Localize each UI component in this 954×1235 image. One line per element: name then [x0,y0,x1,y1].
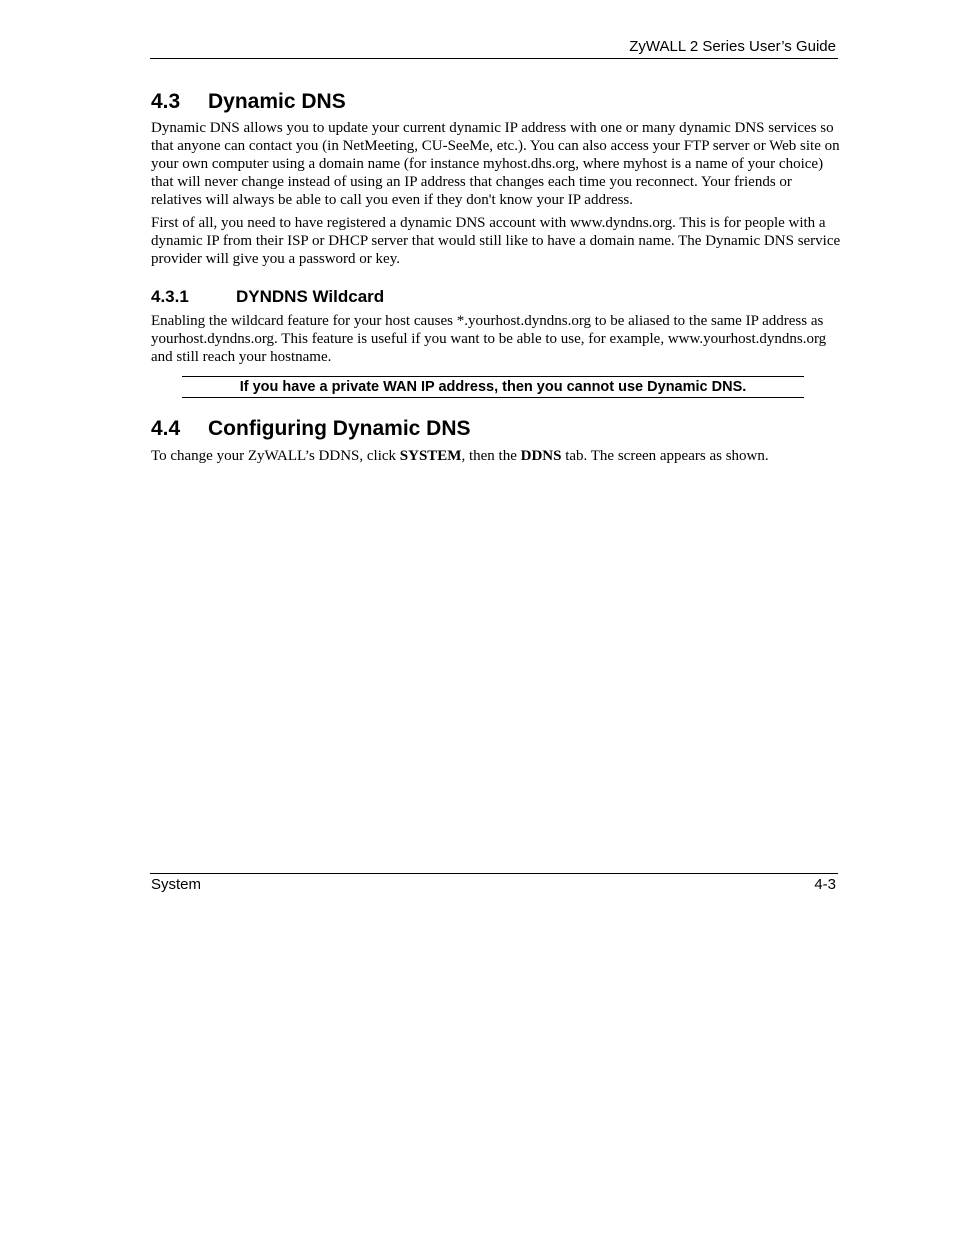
section-heading-4-3-1 [151,287,384,307]
footer-chapter: System [151,876,202,893]
page-header [150,36,838,59]
page-footer [150,873,838,894]
section-title: Configuring Dynamic DNS [208,417,471,440]
section-heading-4-3 [151,90,346,114]
header-title: ZyWALL 2 Series User’s Guide [629,38,836,55]
section-number: 4.3.1 [151,287,189,306]
footer-page-number: 4-3 [814,876,836,893]
section-title: DYNDNS Wildcard [236,287,385,306]
wildcard-paragraph: Enabling the wildcard feature for your host causes *.yourhost.dyndns.org to be aliased to the same IP address as yourhost.dyndns.org. This feature is useful if you want to be able to use, for example, www.yourhost.dyndns.org and still reach your hostname. [151,313,827,365]
note-box: If you have a private WAN IP address, then you cannot use Dynamic DNS. [182,376,804,398]
section-title: Dynamic DNS [208,90,346,113]
dynamic-dns-account-paragraph: First of all, you need to have registered a dynamic DNS account with www.dyndns.org. This is for people with a dynamic IP from their ISP or DHCP server that would still like to have a domain name. The Dynamic DNS service provider will give you a password or key. [151,215,841,267]
configuring-ddns-paragraph [151,447,841,465]
section-number: 4.3 [151,90,181,113]
dynamic-dns-intro-paragraph: Dynamic DNS allows you to update your current dynamic IP address with one or many dynamic DNS services so that anyone can contact you (in NetMeeting, CU-SeeMe, etc.). You can also access your FTP server or Web site on your own computer using a domain name (for instance myhost.dhs.org, where myhost is a name of your choice) that will never change instead of using an IP address that changes each time you reconnect. Your friends or relatives will always be able to call you even if they don't know your IP address. [151,120,840,208]
system-menu-reference: SYSTEM [399,448,462,464]
text-segment: tab. The screen appears as shown. [561,448,769,464]
section-number: 4.4 [151,417,181,440]
ddns-tab-reference: DDNS [520,448,562,464]
section-heading-4-4 [151,417,471,441]
text-segment: , then the [461,448,521,464]
text-segment: To change your ZyWALL’s DDNS, click [151,448,400,464]
